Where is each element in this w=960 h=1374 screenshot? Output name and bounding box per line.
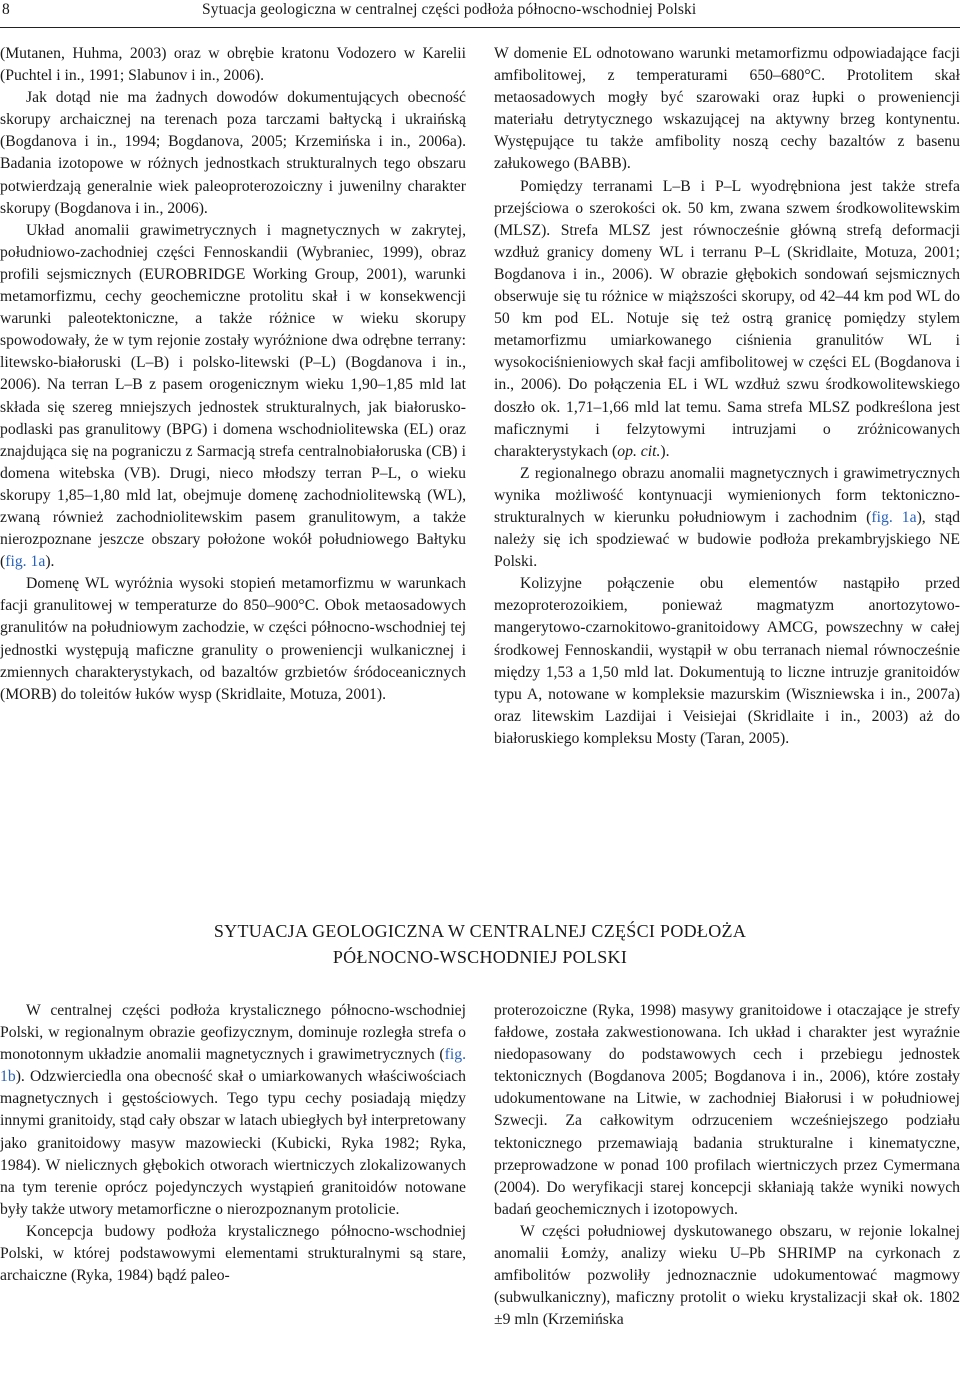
paragraph: Kolizyjne połączenie obu elementów nastąpiło przed mezoproterozoikiem, ponieważ magmatyzm anortozytowo-mangerytowo-czarnokitowo-granitoidowy AMCG, powszechny w całej środkowej Fennoskandii, wystąpił w obu terranach niemal równocześnie między 1,53 a 1,50 mld lat. Dokumentują to liczne intruzje granitoidów typu A, notowane w kompleksie mazurskim (Wiszniewska i in., 2007a) oraz litewskim Lazdijai i Veisiejai (Skridlaite i in., 2003) aż do białoruskiego kompleksu Mosty (Taran, 2005). bbox=[494, 575, 960, 747]
paragraph-text: ). Odzwierciedla ona obecność skał o umiarkowanych właściwościach magnetycznych i gęstościowych. Tego typu cechy posiadają między innymi granitoidy, stąd cały obszar w latach ubiegłych był interpretowany jako granitoidowy masyw mazowiecki (Kubicki, Ryka 1982; Ryka, 1984). W nielicznych głębokich otworach wiertniczych zlokalizowanych na tym terenie oprócz pojedynczych wystąpień granitoidów notowane były także utwory metamorficzne o nierozpoznanym protolicie. bbox=[0, 1068, 466, 1218]
paragraph: W domenie EL odnotowano warunki metamorfizmu odpowiadające facji amfibolitowej, z temperaturami 650–680°C. Protolitem skał metaosadowych mogły być szarowaki oraz łupki o proweniencji materiału detrytycznego wskazującej na aktywny brzeg kontynentu. Występujące tu także amfibolity noszą cechy bazaltów z basenu załukowego (BABB). bbox=[494, 45, 960, 173]
column-bottom-right bbox=[494, 1000, 960, 1331]
running-title: Sytuacja geologiczna w centralnej części podłoża północno-wschodniej Polski bbox=[202, 1, 697, 18]
paragraph bbox=[494, 463, 960, 573]
running-header bbox=[0, 0, 960, 26]
header-rule bbox=[0, 27, 960, 28]
paragraph: proterozoiczne (Ryka, 1998) masywy granitoidowe i otaczające je strefy fałdowe, została zakwestionowana. Ich układ i charakter jest wyraźnie niedopasowany do podstawowych cech i przebiegu jednostek tektonicznych (Bogdanova 2005; Bogdanova i in., 2006), które zostały udokumentowane na Litwie, w zachodniej Białorusi i w południowej Szwecji. Za całkowitym odrzuceniem wcześniejszego podziału tektonicznego przemawiają badania strukturalne i kinematyczne, przeprowadzone w ponad 100 profilach wiertniczych przez Cymermana (2004). Do weryfikacji starej koncepcji skłaniają także wyniki nowych badań geochemicznych i izotopowych. bbox=[494, 1002, 960, 1218]
paragraph bbox=[0, 1000, 466, 1221]
section-heading bbox=[0, 918, 960, 970]
paragraph: Domenę WL wyróżnia wysoki stopień metamorfizmu w warunkach facji granulitowej w temperaturze do 850–900°C. Obok metaosadowych granulitów na południowym zachodzie, w części północno-wschodniej tej jednostki występują maficzne granulity o proweniencji wulkanicznej i zmiennych charakterystykach, od bazaltów grzbietów śródoceanicznych (MORB) do toleitów łuków wysp (Skridlaite, Motuza, 2001). bbox=[0, 575, 466, 703]
page-number: 8 bbox=[2, 1, 10, 18]
paragraph bbox=[0, 220, 466, 574]
paragraph bbox=[494, 176, 960, 463]
section-heading-line: PÓŁNOCNO-WSCHODNIEJ POLSKI bbox=[332, 947, 628, 967]
paragraph-text: ). bbox=[660, 442, 670, 460]
figure-link[interactable]: fig. 1a bbox=[5, 553, 46, 571]
paragraph-text: ). bbox=[45, 553, 55, 571]
column-top-left bbox=[0, 43, 466, 706]
paragraph: W części południowej dyskutowanego obszaru, w rejonie lokalnej anomalii Łomży, analizy wieku U–Pb SHRIMP na cyrkonach z amfibolitów pozwoliły jednoznacznie udokumentować magmowy (subwulkaniczny), maficzny protolit o wieku krystalizacji skał ok. 1802 ±9 mln (Krzemińska bbox=[494, 1222, 960, 1329]
paragraph: (Mutanen, Huhma, 2003) oraz w obrębie kratonu Vodozero w Karelii (Puchtel i in., 1991; Slabunov i in., 2006). bbox=[0, 45, 466, 85]
paragraph: Koncepcja budowy podłoża krystalicznego północno-wschodniej Polski, w której podstawowymi elementami strukturalnymi są stare, archaiczne (Ryka, 1984) bądź paleo- bbox=[0, 1222, 466, 1285]
paragraph-text: Pomiędzy terranami L–B i P–L wyodrębniona jest także strefa przejściowa o szerokości ok. 50 km, zwana szwem środkowolitewskim (MLSZ). Strefa MLSZ jest równocześnie główną strefą deformacji wzdłuż granicy domeny WL i terranu P–L (Skridlaite, Motuza, 2001; Bogdanova i in., 2006). W obrazie głębokich sondowań sejsmicznych obserwuje się tu różnice w miąższości skorupy, od 42–44 km pod WL do 50 km pod EL. Notuje się też ostrą granicę pomiędzy stylem metamorfizmu umiarkowanego ciśnienia granulitów WL i wysokociśnieniowych skał facji amfibolitowej w części EL (Bogdanova i in., 2006). Do połączenia EL i WL wzdłuż szwu środkowolitewskiego doszło ok. 1,71–1,66 mld lat temu. Sama strefa MLSZ podkreślona jest maficznymi i felzytowymi intruzjami o zróżnicowanych charakterystykach ( bbox=[494, 177, 960, 460]
italic-citation: op. cit. bbox=[617, 442, 661, 460]
column-top-right bbox=[494, 43, 960, 750]
paragraph-text: ), stąd należy się ich spodziewać w budowie podłoża prekambryjskiego NE Polski. bbox=[494, 508, 960, 571]
section-heading-line: SYTUACJA GEOLOGICZNA W CENTRALNEJ CZĘŚCI PODŁOŻA bbox=[213, 921, 747, 941]
column-bottom-left bbox=[0, 1000, 466, 1287]
figure-link[interactable]: fig. 1a bbox=[871, 508, 917, 526]
figure-link[interactable]: fig. 1b bbox=[0, 1046, 466, 1086]
paragraph-text: Układ anomalii grawimetrycznych i magnetycznych w zakrytej, południowo-zachodniej części Fennoskandii (Wybraniec, 1999), obraz profili sejsmicznych (EUROBRIDGE Working Group, 2001), warunki metamorfizmu, cechy geochemiczne protolitu skał i w konsekwencji warunki paleotektoniczne, a także różnice w wieku skorupy spowodowały, że w tym rejonie zostały wyróżnione dwa odrębne terrany: litewsko-białoruski (L–B) i polsko-litewski (P–L) (Bogdanova i in., 2006). Na terran L–B z pasem orogenicznym wieku 1,90–1,85 mld lat składa się szereg mniejszych jednostek strukturalnych, jak białorusko-podlaski pas granulitowy (BPG) i domena wschodniolitewska (EL) oraz znajdująca się na pograniczu z Sarmacją strefa centralnobiałoruska (CB) i domena witebska (VB). Drugi, nieco młodszy terran P–L, o wieku skorupy 1,85–1,80 mld lat, obejmuje domenę zachodniolitewską (WL), zwaną również zachodniolitewskim pasem granulitowym, a także nierozpoznane jeszcze obszary położone wokół południowego Bałtyku ( bbox=[0, 221, 466, 571]
paragraph: Jak dotąd nie ma żadnych dowodów dokumentujących obecność skorupy archaicznej na terenach poza tarczami bałtycką i ukraińską (Bogdanova i in., 1994; Bogdanova, 2005; Krzemińska i in., 2006a). Badania izotopowe w różnych jednostkach strukturalnych tego obszaru potwierdzają generalnie wiek paleoproterozoiczny i juwenilny charakter skorupy (Bogdanova i in., 2006). bbox=[0, 89, 466, 217]
paragraph-text: Z regionalnego obrazu anomalii magnetycznych i grawimetrycznych wynika możliwość kontynuacji wymienionych form tektoniczno-strukturalnych w kierunku południowym i zachodnim ( bbox=[494, 464, 960, 526]
paragraph-text: W centralnej części podłoża krystalicznego północno-wschodniej Polski, w regionalnym obrazie geofizycznym, dominuje rozległa strefa o monotonnym układzie anomalii magnetycznych i grawimetrycznych ( bbox=[0, 1002, 466, 1064]
